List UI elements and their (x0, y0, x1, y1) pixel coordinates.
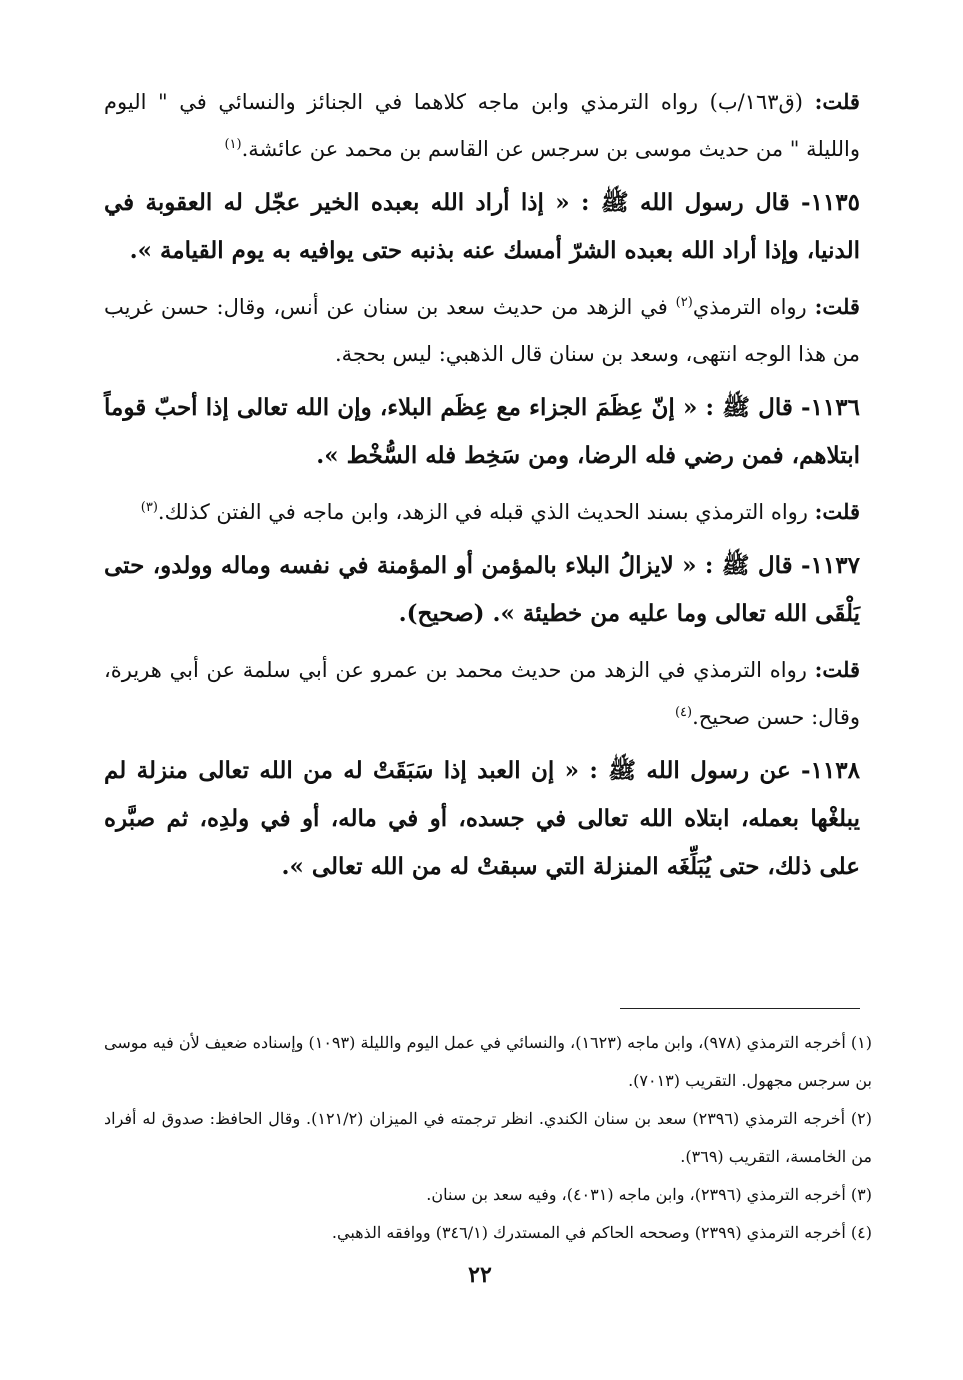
footnote-ref: (١) (224, 137, 242, 152)
note-text: رواه الترمذي بسند الحديث الذي قبله في الزهد، وابن ماجه في الفتن كذلك. (157, 500, 808, 524)
note-label: قلت: (814, 657, 860, 682)
footnote-separator (620, 1008, 860, 1009)
note-label: قلت: (814, 294, 860, 319)
note-paragraph-3 (104, 488, 860, 536)
footnote-2: (٢) أخرجه الترمذي (٢٣٩٦) سعد بن سنان الكندي. انظر ترجمته في الميزان (١٢١/٢). وقال الحافظ: صدوق له أفراد من الخامسة، التقريب (٣٦٩). (104, 1109, 873, 1166)
page-number: ٢٢ (468, 1262, 492, 1288)
note-label: قلت: (814, 89, 860, 114)
main-text (104, 78, 860, 899)
hadith-1135: ١١٣٥- قال رسول الله ﷺ : « إذا أراد الله بعبده الخير عجّل له العقوبة في الدنيا، وإذا أراد الله بعبده الشرّ أمسك عنه بذنبه حتى يوافيه به يوم القيامة ». (104, 189, 860, 264)
footnote-4: (٤) أخرجه الترمذي (٢٣٩٩) وصححه الحاكم في المستدرك (٣٤٦/١) ووافقه الذهبي. (331, 1223, 872, 1242)
note-paragraph-1 (104, 78, 860, 173)
hadith-1136: ١١٣٦- قال ﷺ : « إنّ عِظَمَ الجزاء مع عِظَم البلاء، وإن الله تعالى إذا أحبّ قوماً ابتلاهم، فمن رضي فله الرضا، ومن سَخِط فله السُّخْط ». (104, 394, 860, 469)
note-paragraph-4 (104, 646, 860, 741)
note-text: رواه الترمذي (692, 295, 807, 319)
note-label: قلت: (814, 499, 860, 524)
hadith-1138: ١١٣٨- عن رسول الله ﷺ : « إن العبد إذا سَبَقَتْ له من الله تعالى منزلة لم يبلغْها بعمله، ابتلاه الله تعالى في جسده، أو في ماله، أو في ولدِه، ثم صبَّره على ذلك، حتى يُبَلِّغَه المنزلة التي سبقتْ له من الله تعالى ». (104, 757, 860, 880)
footnote-ref: (٣) (140, 500, 158, 515)
note-text-continued: في الزهد من حديث سعد بن سنان عن أنس، وقال: حسن غريب من هذا الوجه انتهى، وسعد بن سنان قال الذهبي: ليس بحجة. (104, 295, 860, 366)
footnote-1: (١) أخرجه الترمذي (٩٧٨)، وابن ماجه (١٦٢٣)، والنسائي في عمل اليوم والليلة (١٠٩٣) وإسناده ضعيف لأن فيه موسى بن سرجس مجهول. التقريب (٧٠١٣). (104, 1033, 872, 1090)
note-paragraph-2 (104, 283, 860, 378)
footnotes (104, 1024, 872, 1252)
footnote-3: (٣) أخرجه الترمذي (٢٣٩٦)، وابن ماجه (٤٠٣١)، وفيه سعد بن سنان. (426, 1185, 872, 1204)
footnote-ref: (٤) (674, 705, 693, 720)
footnote-ref: (٢) (675, 295, 693, 310)
note-text: رواه الترمذي في الزهد من حديث محمد بن عمرو عن أبي سلمة عن أبي هريرة، وقال: حسن صحيح. (104, 658, 860, 729)
note-text: (ق١٦٣/ب) رواه الترمذي وابن ماجه كلاهما في الجنائز والنسائي في " اليوم والليلة " من حديث موسى بن سرجس عن القاسم بن محمد عن عائشة. (104, 90, 860, 161)
hadith-1137: ١١٣٧- قال ﷺ : « لايزالُ البلاء بالمؤمن أو المؤمنة في نفسه وماله وولدو، حتى يَلْقَى الله تعالى وما عليه من خطيئة ». (صحيح). (104, 552, 860, 627)
